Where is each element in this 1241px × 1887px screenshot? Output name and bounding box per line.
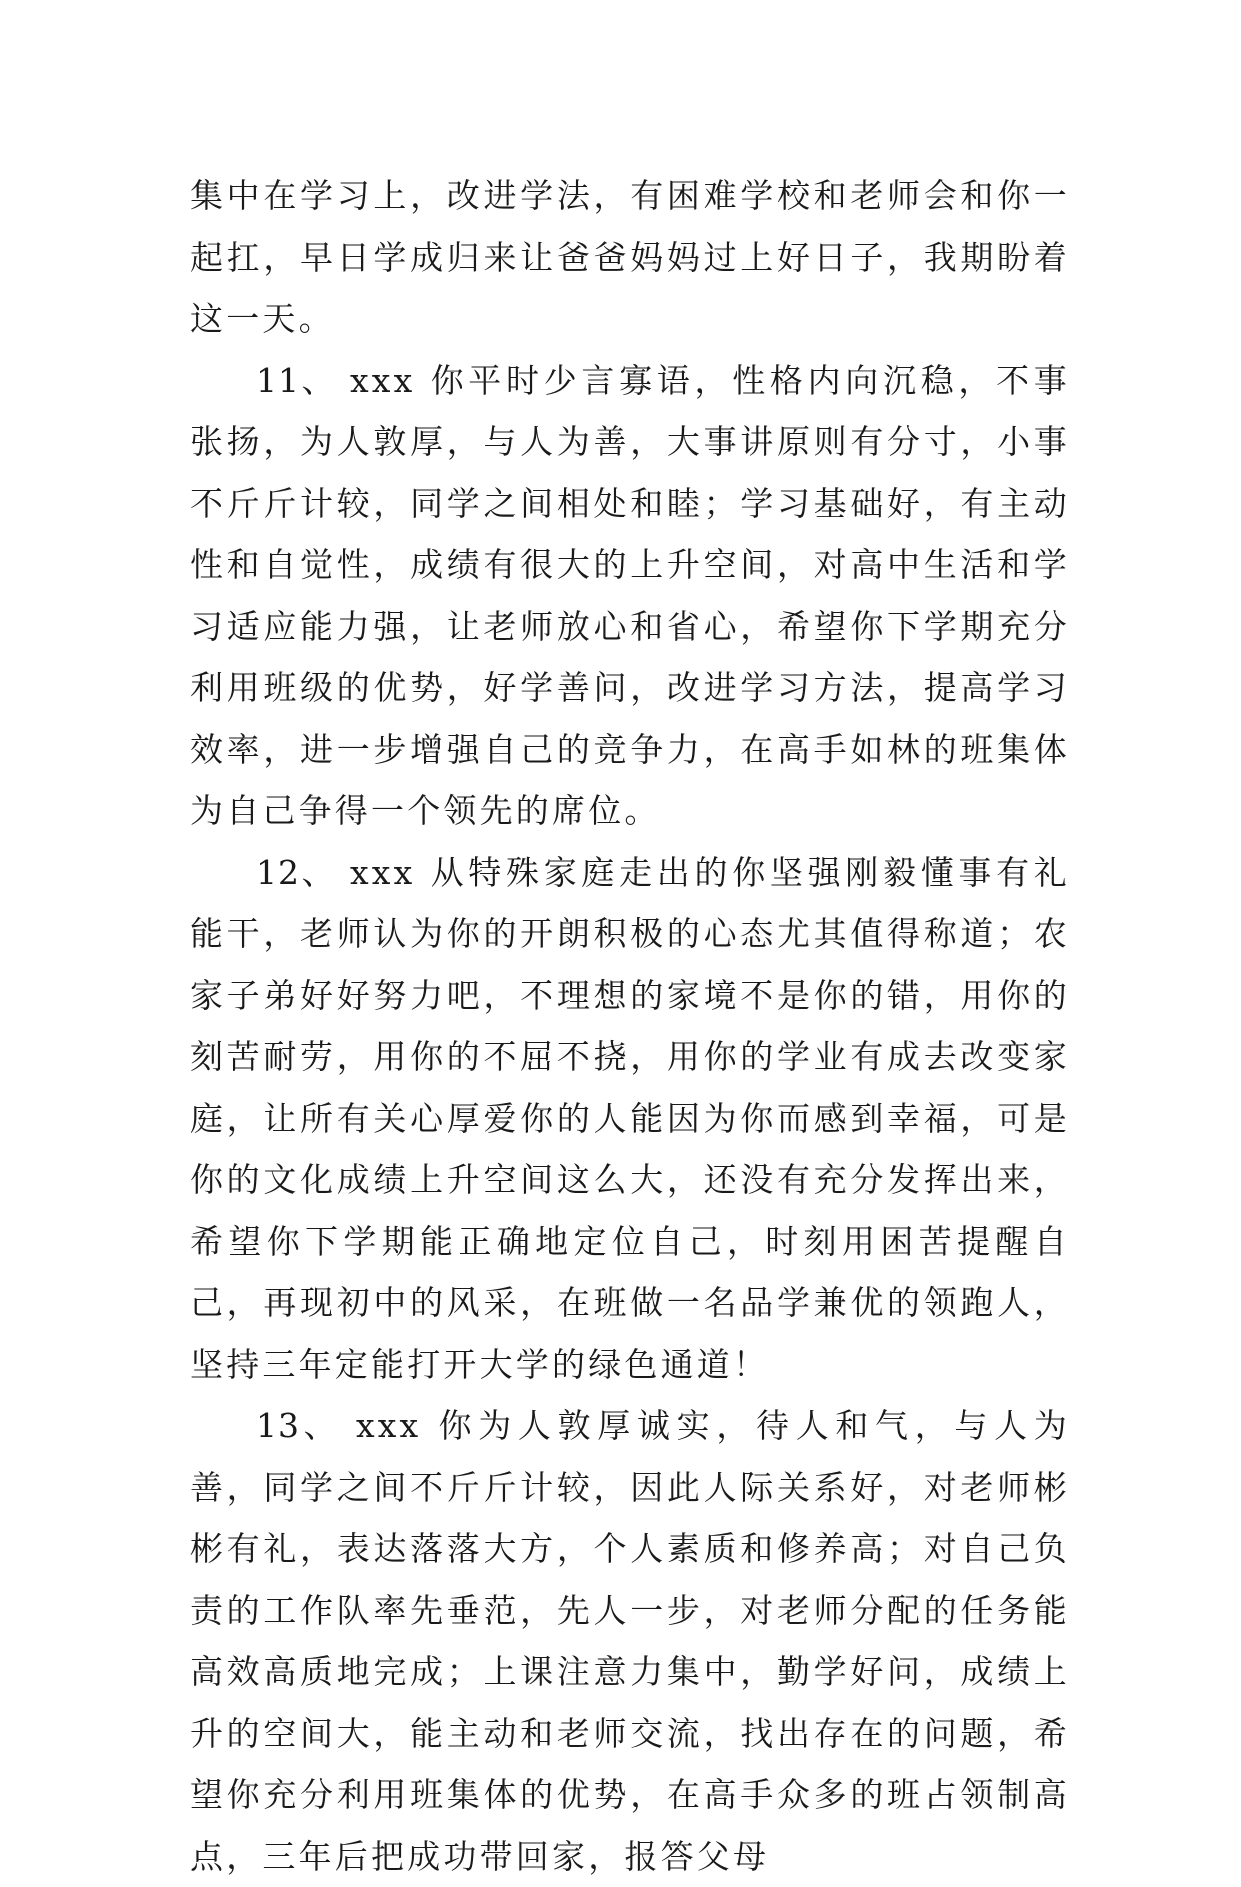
paragraph-13 bbox=[190, 1395, 1070, 1887]
paragraph-11-text: xxx 你平时少言寡语，性格内向沉稳，不事张扬，为人敦厚，与人为善，大事讲原则有分寸，小事不斤斤计较，同学之间相处和睦；学习基础好，有主动性和自觉性，成绩有很大的上升空间，对高中生活和学习适应能力强，让老师放心和省心，希望你下学期充分利用班级的优势，好学善问，改进学习方法，提高学习效率，进一步增强自己的竞争力，在高手如林的班集体为自己争得一个领先的席位。 bbox=[190, 360, 1070, 830]
paragraph-13-text: xxx 你为人敦厚诚实，待人和气，与人为善，同学之间不斤斤计较，因此人际关系好，对老师彬彬有礼，表达落落大方，个人素质和修养高；对自己负责的工作队率先垂范，先人一步，对老师分配的任务能高效高质地完成；上课注意力集中，勤学好问，成绩上升的空间大，能主动和老师交流，找出存在的问题，希望你充分利用班集体的优势，在高手众多的班占领制高点，三年后把成功带回家，报答父母 bbox=[190, 1406, 1070, 1876]
paragraph-11-number: 11、 bbox=[256, 360, 350, 400]
paragraph-12-number: 12、 bbox=[256, 852, 350, 892]
paragraph-12 bbox=[190, 842, 1070, 1396]
paragraph-continuation: 集中在学习上，改进学法，有困难学校和老师会和你一起扛，早日学成归来让爸爸妈妈过上好日子，我期盼着这一天。 bbox=[190, 176, 1070, 338]
paragraph-11 bbox=[190, 350, 1070, 842]
paragraph-13-number: 13、 bbox=[256, 1406, 356, 1445]
document-body bbox=[190, 165, 1070, 1887]
paragraph-12-text: xxx 从特殊家庭走出的你坚强刚毅懂事有礼能干，老师认为你的开朗积极的心态尤其值得称道；农家子弟好好努力吧，不理想的家境不是你的错，用你的刻苦耐劳，用你的不屈不挠，用你的学业有成去改变家庭，让所有关心厚爱你的人能因为你而感到幸福，可是你的文化成绩上升空间这么大，还没有充分发挥出来，希望你下学期能正确地定位自己，时刻用困苦提醒自己，再现初中的风采，在班做一名品学兼优的领跑人，坚持三年定能打开大学的绿色通道！ bbox=[190, 852, 1070, 1384]
